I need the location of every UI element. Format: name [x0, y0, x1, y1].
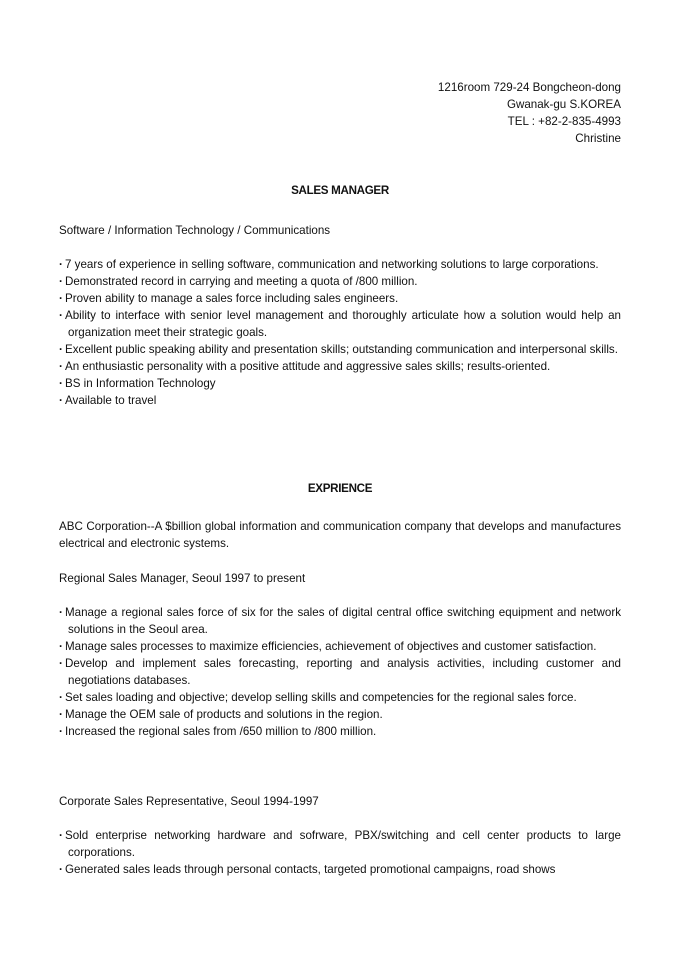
list-item: · Proven ability to manage a sales force including sales engineers. [59, 290, 621, 307]
job1-list [59, 604, 621, 740]
experience-heading: EXPRIENCE [307, 482, 373, 495]
list-item: · An enthusiastic personality with a positive attitude and aggressive sales skills; results-oriented. [59, 358, 621, 375]
job-title: Corporate Sales Representative, Seoul 1994-1997 [59, 795, 319, 808]
list-item: · Increased the regional sales from /650 million to /800 million. [59, 723, 621, 740]
field: Software / Information Technology / Communications [59, 224, 331, 237]
address-line: 1216room 729-24 Bongcheon-dong [437, 81, 621, 94]
list-item: · Excellent public speaking ability and presentation skills; outstanding communication and interpersonal skills. [59, 341, 621, 358]
list-item: · Ability to interface with senior level management and thoroughly articulate how a solution would help an organization meet their strategic goals. [59, 307, 621, 341]
list-item: · BS in Information Technology [59, 375, 621, 392]
company-description: ABC Corporation--A $billion global information and communication company that develops and manufactures electrical and electronic systems. [59, 520, 621, 550]
contact-address [438, 79, 621, 147]
list-item: · Manage a regional sales force of six for the sales of digital central office switching equipment and network solutions in the Seoul area. [59, 604, 621, 638]
list-item: · Sold enterprise networking hardware and sofrware, PBX/switching and cell center products to large corporations. [59, 827, 621, 861]
resume-title: SALES MANAGER [291, 184, 389, 197]
list-item: · Manage the OEM sale of products and solutions in the region. [59, 706, 621, 723]
job-title: Regional Sales Manager, Seoul 1997 to present [59, 572, 306, 585]
list-item: · 7 years of experience in selling software, communication and networking solutions to large corporations. [59, 256, 621, 273]
list-item: · Generated sales leads through personal contacts, targeted promotional campaigns, road shows [59, 861, 621, 878]
phone: TEL : +82-2-835-4993 [507, 115, 621, 128]
summary-list [59, 256, 621, 409]
list-item: · Set sales loading and objective; develop selling skills and competencies for the regional sales force. [59, 689, 621, 706]
list-item: · Available to travel [59, 392, 621, 409]
name: Christine [575, 132, 621, 145]
list-item: · Manage sales processes to maximize efficiencies, achievement of objectives and customer satisfaction. [59, 638, 621, 655]
list-item: · Demonstrated record in carrying and meeting a quota of /800 million. [59, 273, 621, 290]
address-line: Gwanak-gu S.KOREA [506, 98, 621, 111]
list-item: · Develop and implement sales forecasting, reporting and analysis activities, including customer and negotiations databases. [59, 655, 621, 689]
job2-list [59, 827, 621, 878]
